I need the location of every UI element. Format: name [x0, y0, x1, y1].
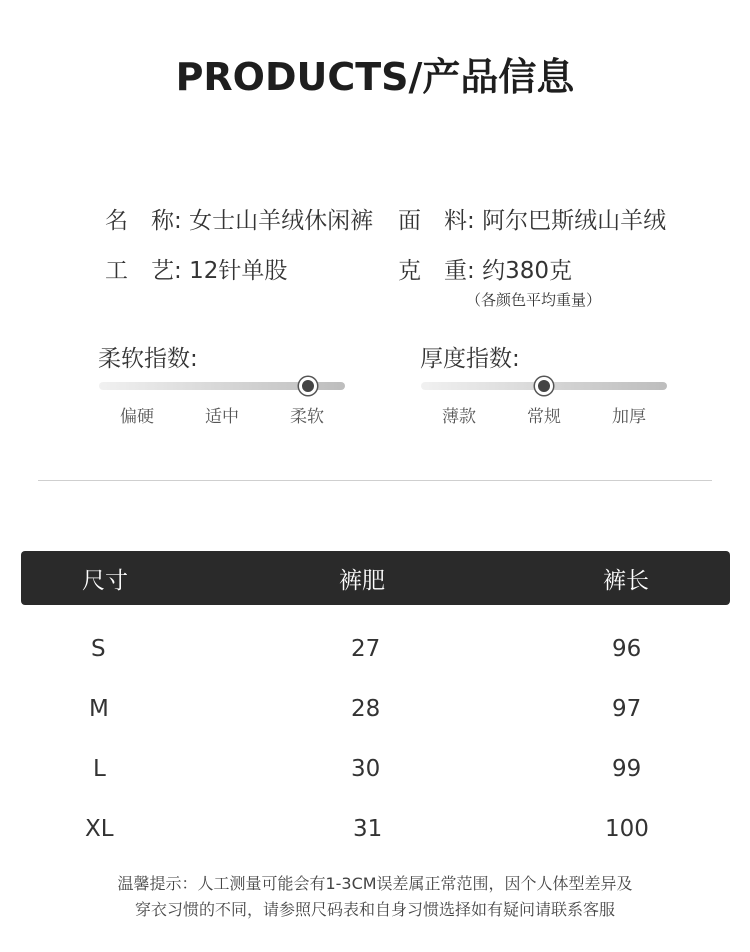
softness-title: 柔软指数: [98, 346, 198, 372]
thickness-tick-thick: 加厚 [612, 407, 646, 427]
material-label: 面 料: [398, 208, 475, 234]
header-length: 裤长 [603, 568, 649, 594]
thickness-tick-regular: 常规 [527, 407, 561, 427]
row-xl-size: XL [85, 816, 114, 842]
craft-value: 12针单股 [189, 258, 288, 284]
header-waist: 裤肥 [339, 568, 385, 594]
row-xl-length: 100 [605, 816, 649, 842]
footer-note-line1: 温馨提示：人工测量可能会有1-3CM误差属正常范围，因个人体型差异及 [117, 874, 633, 893]
row-l-size: L [93, 756, 106, 782]
footer-note-line2: 穿衣习惯的不同，请参照尺码表和自身习惯选择如有疑问请联系客服 [134, 900, 615, 919]
section-divider [38, 480, 712, 481]
softness-tick-soft: 柔软 [290, 407, 324, 427]
row-l-waist: 30 [351, 756, 381, 782]
name-label: 名 称: [105, 208, 182, 234]
weight-value: 约380克 [482, 258, 572, 284]
weight-label: 克 重: [398, 258, 475, 284]
row-s-waist: 27 [351, 636, 381, 662]
row-xl-waist: 31 [353, 816, 383, 842]
page-title: PRODUCTS/产品信息 [175, 55, 575, 99]
craft-label: 工 艺: [105, 258, 182, 284]
row-m-waist: 28 [351, 696, 381, 722]
softness-tick-hard: 偏硬 [120, 407, 154, 427]
row-s-length: 96 [612, 636, 642, 662]
softness-tick-medium: 适中 [205, 407, 239, 427]
craft-row [105, 252, 287, 285]
weight-row [398, 252, 572, 285]
row-m-size: M [89, 696, 109, 722]
material-row [398, 202, 666, 235]
row-l-length: 99 [612, 756, 642, 782]
thickness-knob [535, 377, 553, 395]
name-value: 女士山羊绒休闲裤 [189, 208, 374, 234]
material-value: 阿尔巴斯绒山羊绒 [482, 208, 667, 234]
thickness-title: 厚度指数: [420, 346, 520, 372]
weight-note: （各颜色平均重量） [466, 291, 602, 309]
row-m-length: 97 [612, 696, 642, 722]
thickness-tick-thin: 薄款 [442, 407, 476, 427]
header-size: 尺寸 [82, 568, 128, 594]
softness-knob [299, 377, 317, 395]
name-row [105, 202, 373, 235]
row-s-size: S [91, 636, 106, 662]
